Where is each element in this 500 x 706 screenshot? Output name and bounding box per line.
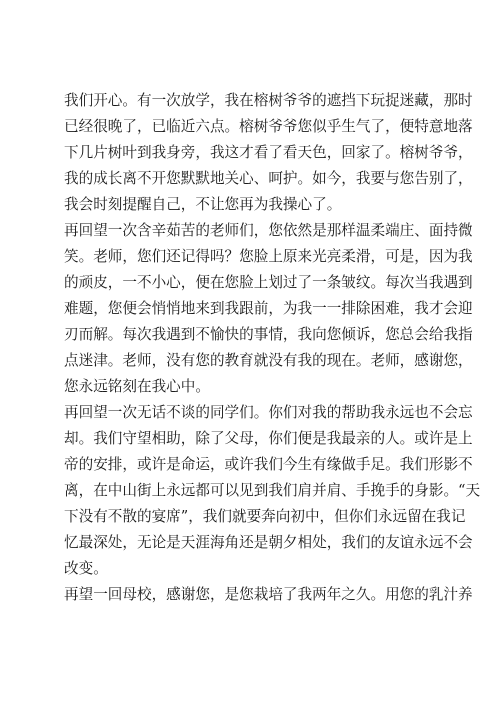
text-line: 却。我们守望相助，除了父母，你们便是我最亲的人。或许是上 [64,430,473,447]
text-line: 下没有不散的宴席”，我们就要奔向初中，但你们永远留在我记 [64,508,466,525]
text-line: 再回望一次含辛茹苦的老师们，您依然是那样温柔端庄、面持微 [64,222,473,239]
text-line: 离，在中山街上永远都可以见到我们肩并肩、手挽手的身影。“天 [64,482,481,499]
text-line: 我的成长离不开您默默地关心、呵护。如今，我要与您告别了， [64,170,473,187]
text-line: 再望一回母校，感谢您，是您栽培了我两年之久。用您的乳汁养 [64,586,473,603]
text-line: 点迷津。老师，没有您的教育就没有我的现在。老师，感谢您， [64,352,473,369]
text-line: 难题，您便会悄悄地来到我跟前，为我一一排除困难，我才会迎 [64,300,473,317]
text-line: 您永远铭刻在我心中。 [64,378,210,395]
text-line: 改变。 [64,560,108,577]
text-line: 我们开心。有一次放学，我在榕树爷爷的遮挡下玩捉迷藏，那时 [64,92,473,109]
text-line: 已经很晚了，已临近六点。榕树爷爷您似乎生气了，便特意地落 [64,118,473,135]
text-line: 我会时刻提醒自己，不让您再为我操心了。 [64,196,342,213]
text-line: 再回望一次无话不谈的同学们。你们对我的帮助我永远也不会忘 [64,404,473,421]
text-line: 的顽皮，一不小心，便在您脸上划过了一条皱纹。每次当我遇到 [64,274,473,291]
document-body [64,88,481,608]
text-line: 忆最深处，无论是天涯海角还是朝夕相处，我们的友谊永远不会 [64,534,473,551]
text-line: 刃而解。每次我遇到不愉快的事情，我向您倾诉，您总会给我指 [64,326,473,343]
text-line: 笑。老师，您们还记得吗？您脸上原来光亮柔滑，可是，因为我 [64,248,473,265]
text-line: 帝的安排，或许是命运，或许我们今生有缘做手足。我们形影不 [64,456,473,473]
text-line: 下几片树叶到我身旁，我这才看了看天色，回家了。榕树爷爷， [64,144,473,161]
